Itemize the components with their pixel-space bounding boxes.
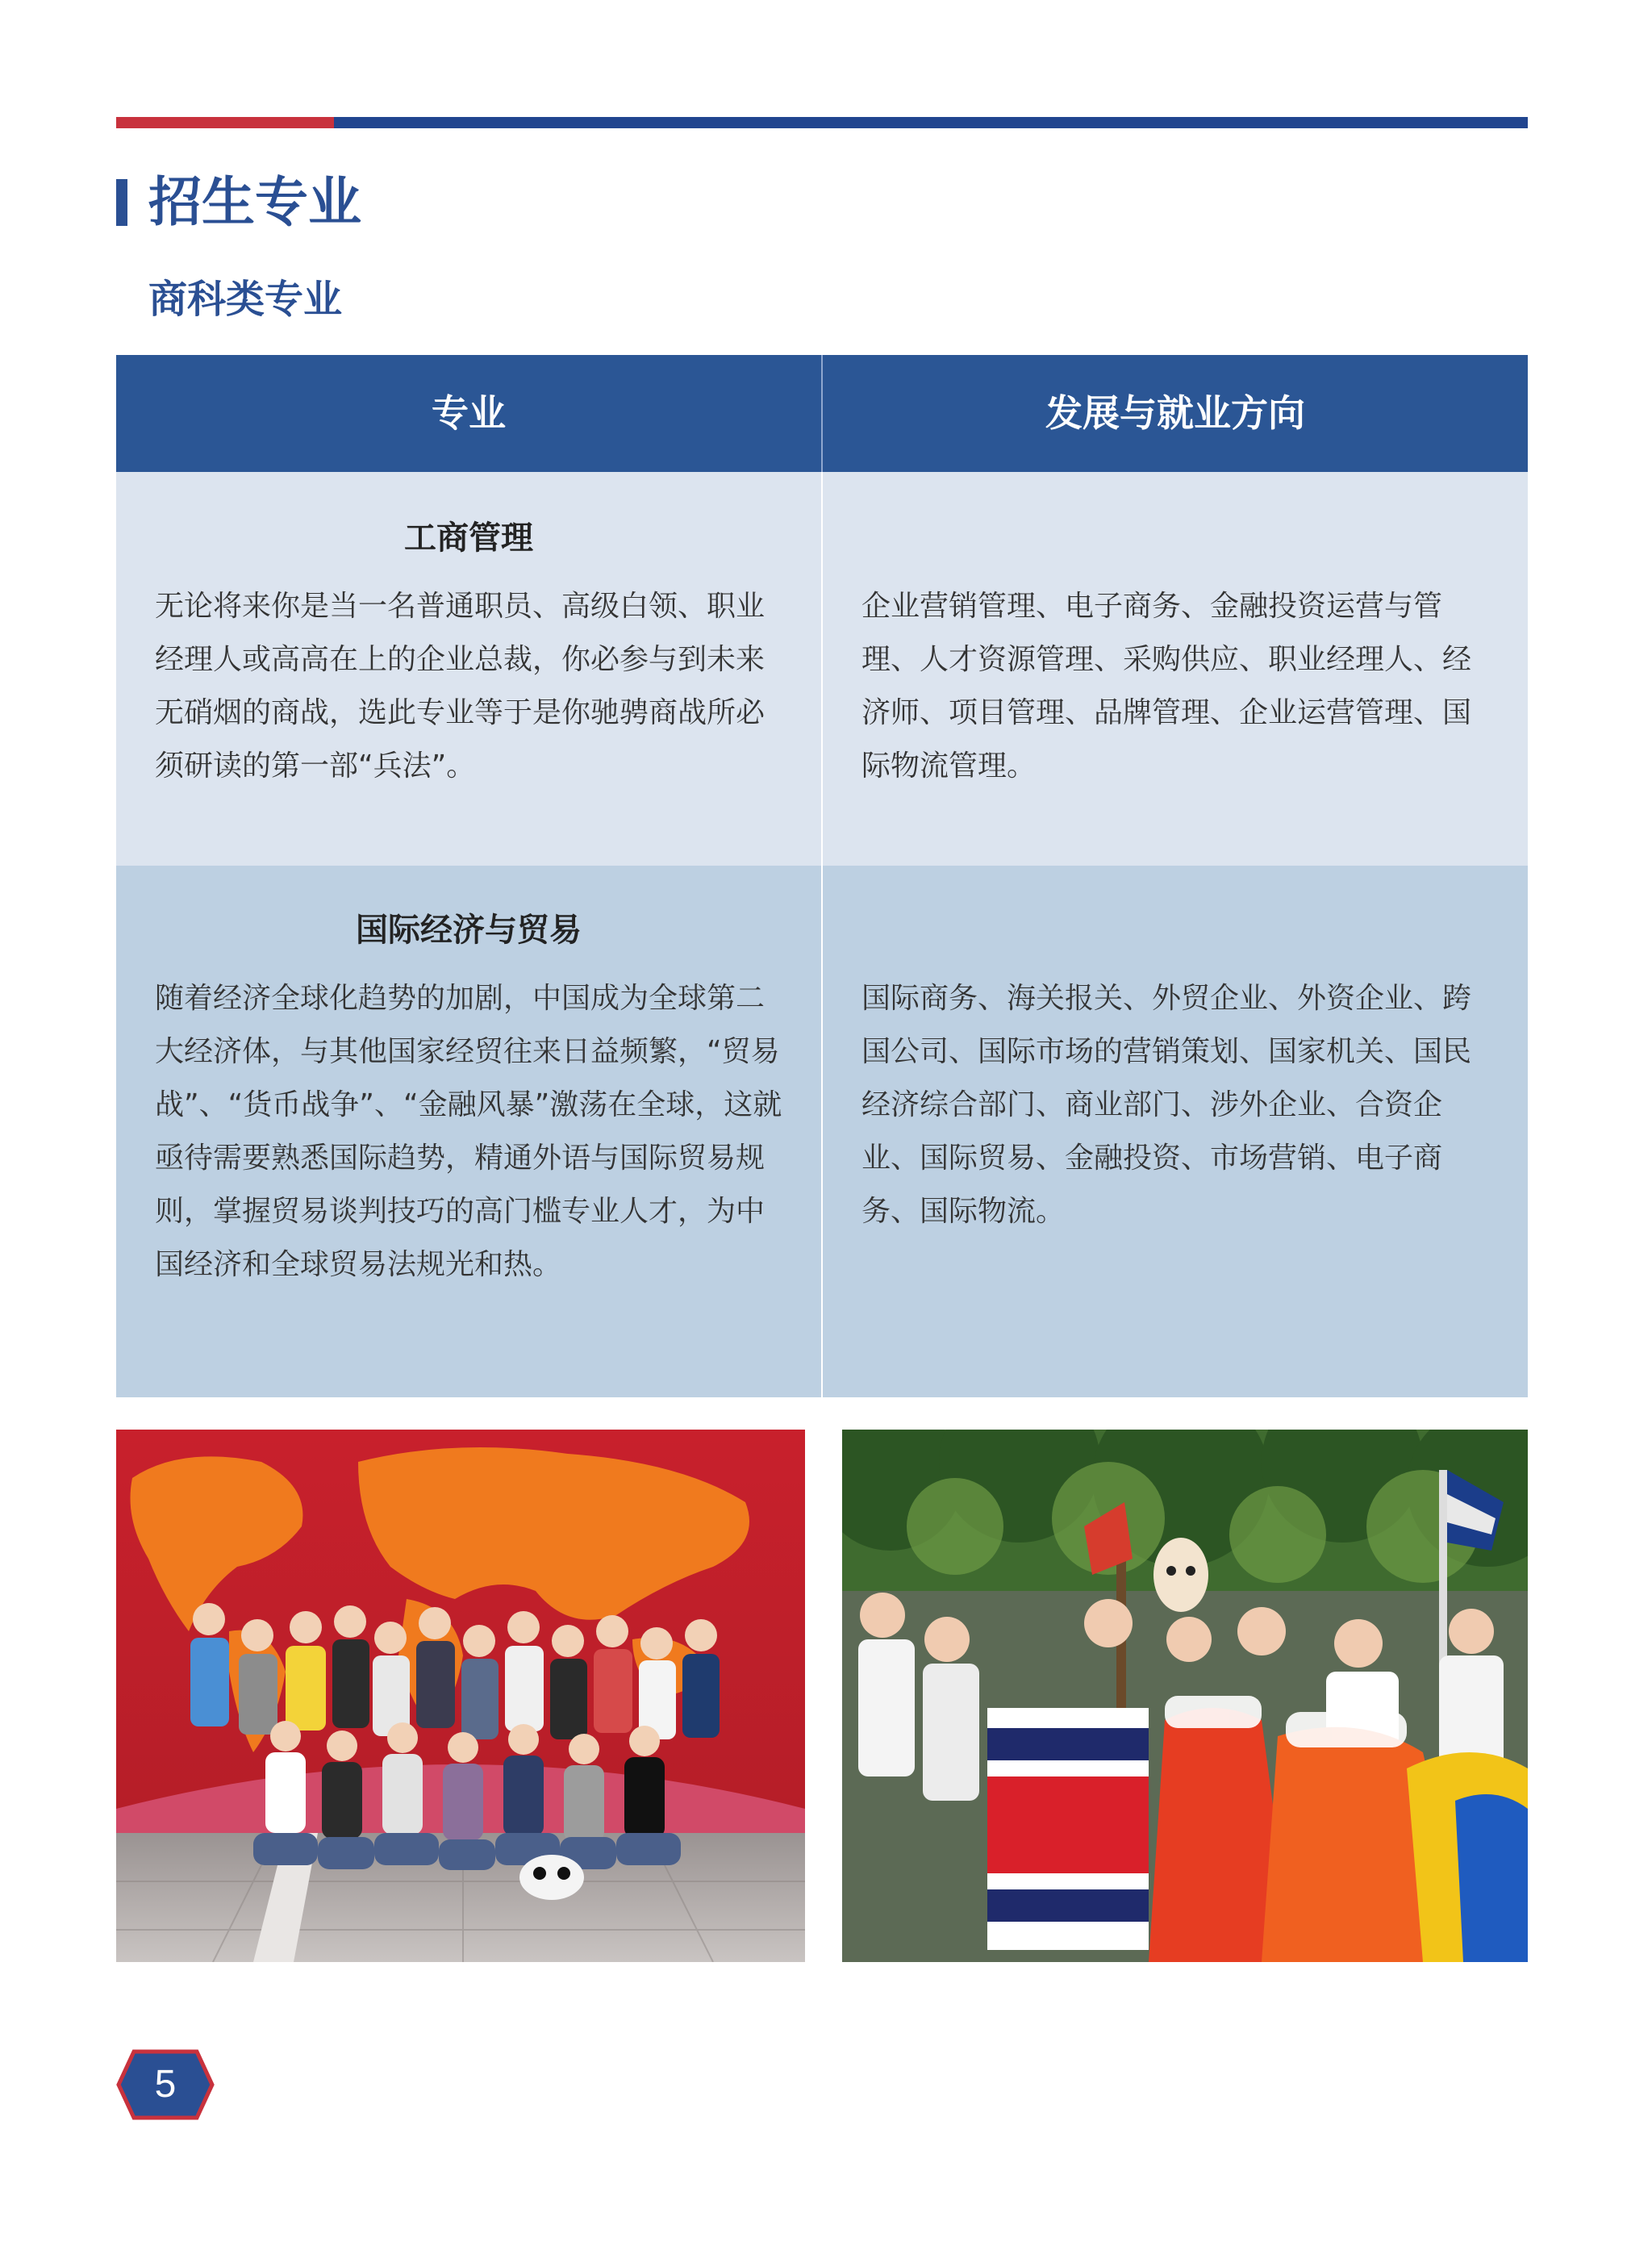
major-career: 国际商务、海关报关、外贸企业、外资企业、跨国公司、国际市场的营销策划、国家机关、国民经济综合部门、商业部门、涉外企业、合资企业、国际贸易、金融投资、市场营销、电子商务、国际物流。	[861, 982, 1472, 1228]
section-title: 招生专业	[148, 171, 361, 233]
table-row	[116, 866, 1528, 1397]
majors-table	[116, 355, 1528, 1397]
parade-costa-rica-flag-photo	[842, 1430, 1528, 1962]
sub-title: 商科类专业	[148, 277, 343, 322]
table-header	[116, 355, 1528, 472]
table-row	[116, 472, 1528, 866]
header-direction: 发展与就业方向	[1045, 391, 1305, 435]
major-name: 工商管理	[404, 520, 533, 557]
top-divider	[116, 117, 1528, 128]
major-description: 无论将来你是当一名普通职员、高级白领、职业经理人或高高在上的企业总裁，你必参与到未来无硝烟的商战，选此专业等于是你驰骋商战所必须研读的第一部“兵法”。	[155, 590, 766, 783]
header-major: 专业	[432, 391, 506, 435]
students-group-photo	[116, 1430, 805, 1962]
major-description: 随着经济全球化趋势的加剧，中国成为全球第二大经济体，与其他国家经贸往来日益频繁，“贸易战”、“货币战争”、“金融风暴”激荡在全球，这就亟待需要熟悉国际趋势，精通外语与国际贸易规则，掌握贸易谈判技巧的高门槛专业人才，为中国经济和全球贸易法规光和热。	[155, 982, 782, 1281]
major-name: 国际经济与贸易	[356, 912, 582, 949]
major-career: 企业营销管理、电子商务、金融投资运营与管理、人才资源管理、采购供应、职业经理人、经济师、项目管理、品牌管理、企业运营管理、国际物流管理。	[861, 590, 1472, 783]
section-marker	[116, 179, 127, 226]
page-number: 5	[154, 2063, 177, 2106]
